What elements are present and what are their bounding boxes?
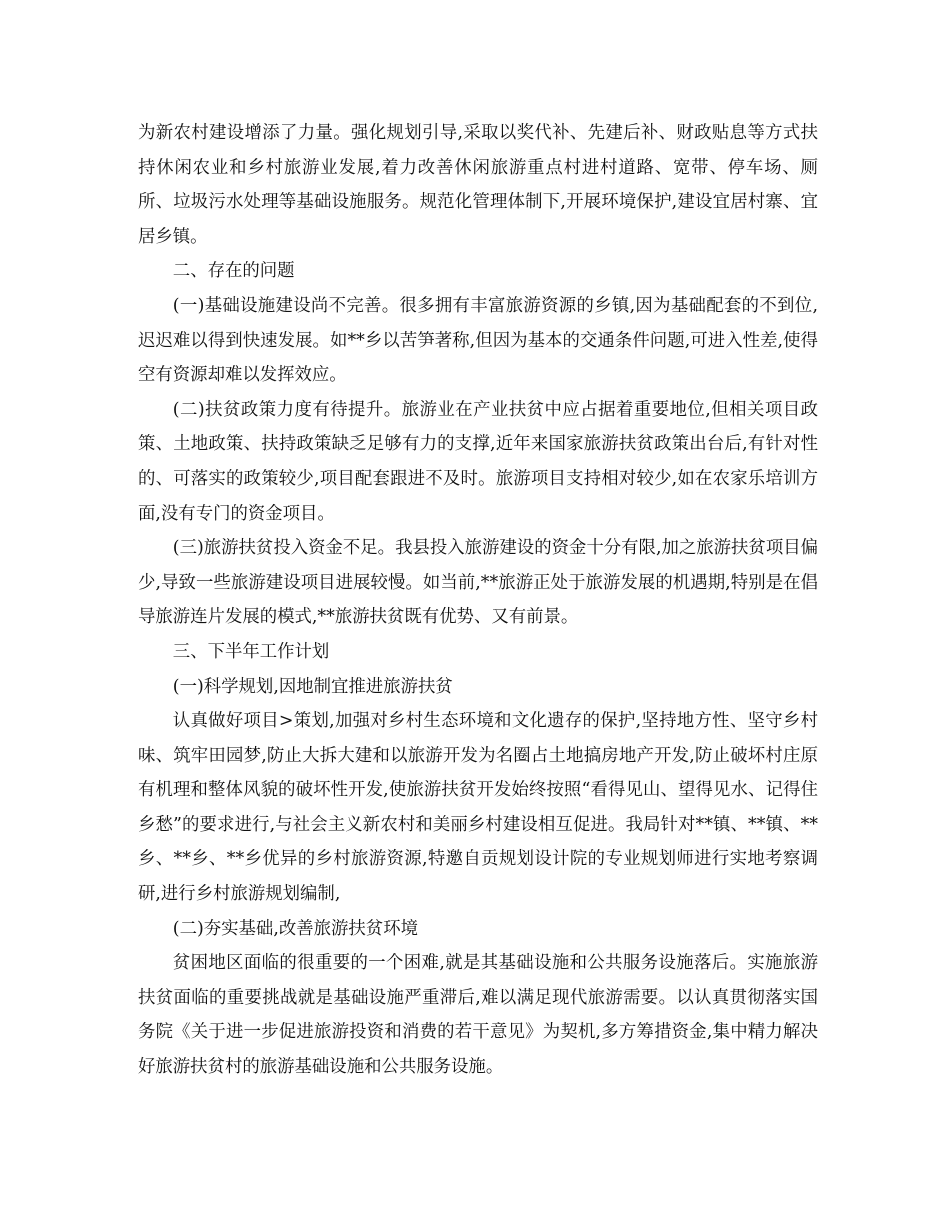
section-heading: 三、下半年工作计划 — [172, 641, 330, 662]
body-paragraph: (三)旅游扶贫投入资金不足。我县投入旅游建设的资金十分有限,加之旅游扶贫项目偏少,导致一些旅游建设项目进展较慢。如当前,**旅游正处于旅游发展的机遇期,特别是在倡导旅游连片发展的模式,**旅游扶贫既有优势、又有前景。 — [138, 538, 818, 628]
section-heading: 二、存在的问题 — [172, 261, 295, 282]
body-paragraph: 为新农村建设增添了力量。强化规划引导,采取以奖代补、先建后补、财政贴息等方式扶持休闲农业和乡村旅游业发展,着力改善休闲旅游重点村进村道路、宽带、停车场、厕所、垃圾污水处理等基础设施服务。规范化管理体制下,开展环境保护,建设宜居村寨、宜居乡镇。 — [138, 123, 818, 247]
body-paragraph: (二)扶贫政策力度有待提升。旅游业在产业扶贫中应占据着重要地位,但相关项目政策、土地政策、扶持政策缺乏足够有力的支撑,近年来国家旅游扶贫政策出台后,有针对性的、可落实的政策较少,项目配套跟进不及时。旅游项目支持相对较少,如在农家乐培训方面,没有专门的资金项目。 — [138, 399, 818, 524]
body-paragraph: 认真做好项目>策划,加强对乡村生态环境和文化遗存的保护,坚持地方性、坚守乡村味、筑牢田园梦,防止大拆大建和以旅游开发为名圈占土地搞房地产开发,防止破坏村庄原有机理和整体风貌的破坏性开发,使旅游扶贫开发始终按照“看得见山、望得见水、记得住乡愁”的要求进行,与社会主义新农村和美丽乡村建设相互促进。我局针对**镇、**镇、**乡、**乡、**乡优异的乡村旅游资源,特邀自贡规划设计院的专业规划师进行实地考察调研,进行乡村旅游规划编制, — [138, 711, 818, 905]
subsection-heading: (一)科学规划,因地制宜推进旅游扶贫 — [172, 676, 453, 697]
document-page — [138, 116, 818, 1085]
body-paragraph: (一)基础设施建设尚不完善。很多拥有丰富旅游资源的乡镇,因为基础配套的不到位,迟迟难以得到快速发展。如**乡以苦笋著称,但因为基本的交通条件问题,可进入性差,使得空有资源却难以发挥效应。 — [138, 295, 818, 386]
body-paragraph: 贫困地区面临的很重要的一个困难,就是其基础设施和公共服务设施落后。实施旅游扶贫面临的重要挑战就是基础设施严重滞后,难以满足现代旅游需要。以认真贯彻落实国务院《关于进一步促进旅游投资和消费的若干意见》为契机,多方筹措资金,集中精力解决好旅游扶贫村的旅游基础设施和公共服务设施。 — [138, 953, 818, 1078]
subsection-heading: (二)夯实基础,改善旅游扶贫环境 — [172, 918, 418, 939]
